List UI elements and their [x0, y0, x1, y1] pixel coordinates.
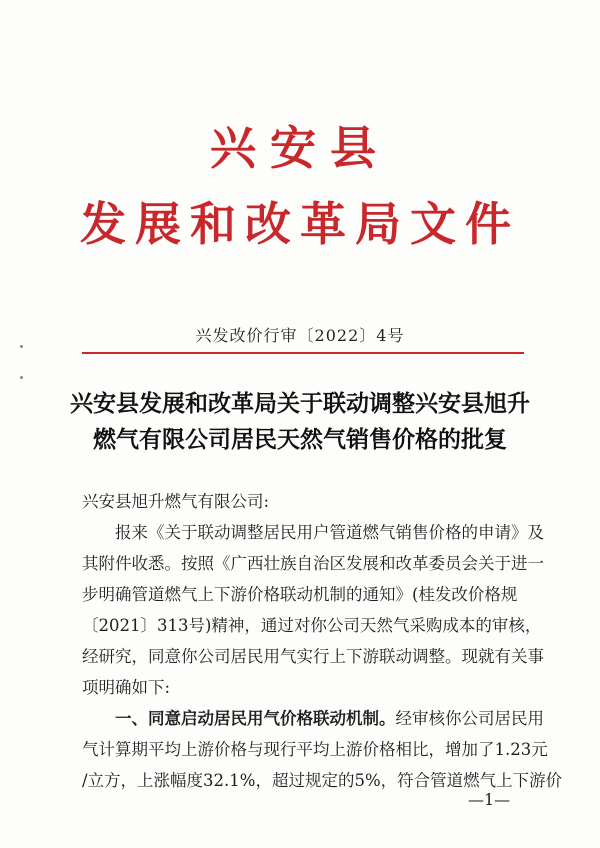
- red-divider-line: [82, 352, 524, 354]
- paragraph-line: 经研究，同意你公司居民用气实行上下游联动调整。现就有关事: [82, 647, 544, 666]
- document-title: [60, 386, 540, 458]
- section-text: 经审核你公司居民用: [395, 709, 544, 728]
- title-line-2: 燃气有限公司居民天然气销售价格的批复: [93, 426, 507, 453]
- paragraph-line: 气计算期平均上游价格与现行平均上游价格相比，增加了1.23元: [82, 740, 548, 759]
- issuer-header-bureau: 发展和改革局文件: [80, 197, 520, 251]
- issuer-header-county: 兴安县: [210, 121, 390, 175]
- paragraph-line: 步明确管道燃气上下游价格联动机制的通知》(桂发改价格规: [82, 585, 518, 604]
- section-line: [115, 705, 544, 729]
- paragraph-line: 其附件收悉。按照《广西壮族自治区发展和改革委员会关于进一: [82, 554, 544, 573]
- paragraph-line: 〔2021〕313号)精神，通过对你公司天然气采购成本的审核，: [82, 616, 542, 635]
- section-heading-1: 一、同意启动居民用气价格联动机制。: [115, 709, 396, 728]
- paragraph-line: /立方，上涨幅度32.1%，超过规定的5%，符合管道燃气上下游价: [82, 771, 563, 790]
- binding-hole-mark: [20, 345, 23, 348]
- paragraph-line: 项明确如下:: [82, 678, 171, 697]
- page-number: —1—: [468, 790, 511, 809]
- document-number: 兴发改价行审〔2022〕4号: [195, 326, 405, 345]
- title-line-1: 兴安县发展和改革局关于联动调整兴安县旭升: [70, 390, 530, 417]
- recipient-line: 兴安县旭升燃气有限公司:: [82, 492, 270, 511]
- binding-hole-mark: [20, 376, 23, 379]
- paragraph-line: 报来《关于联动调整居民用户管道燃气销售价格的申请》及: [115, 523, 544, 542]
